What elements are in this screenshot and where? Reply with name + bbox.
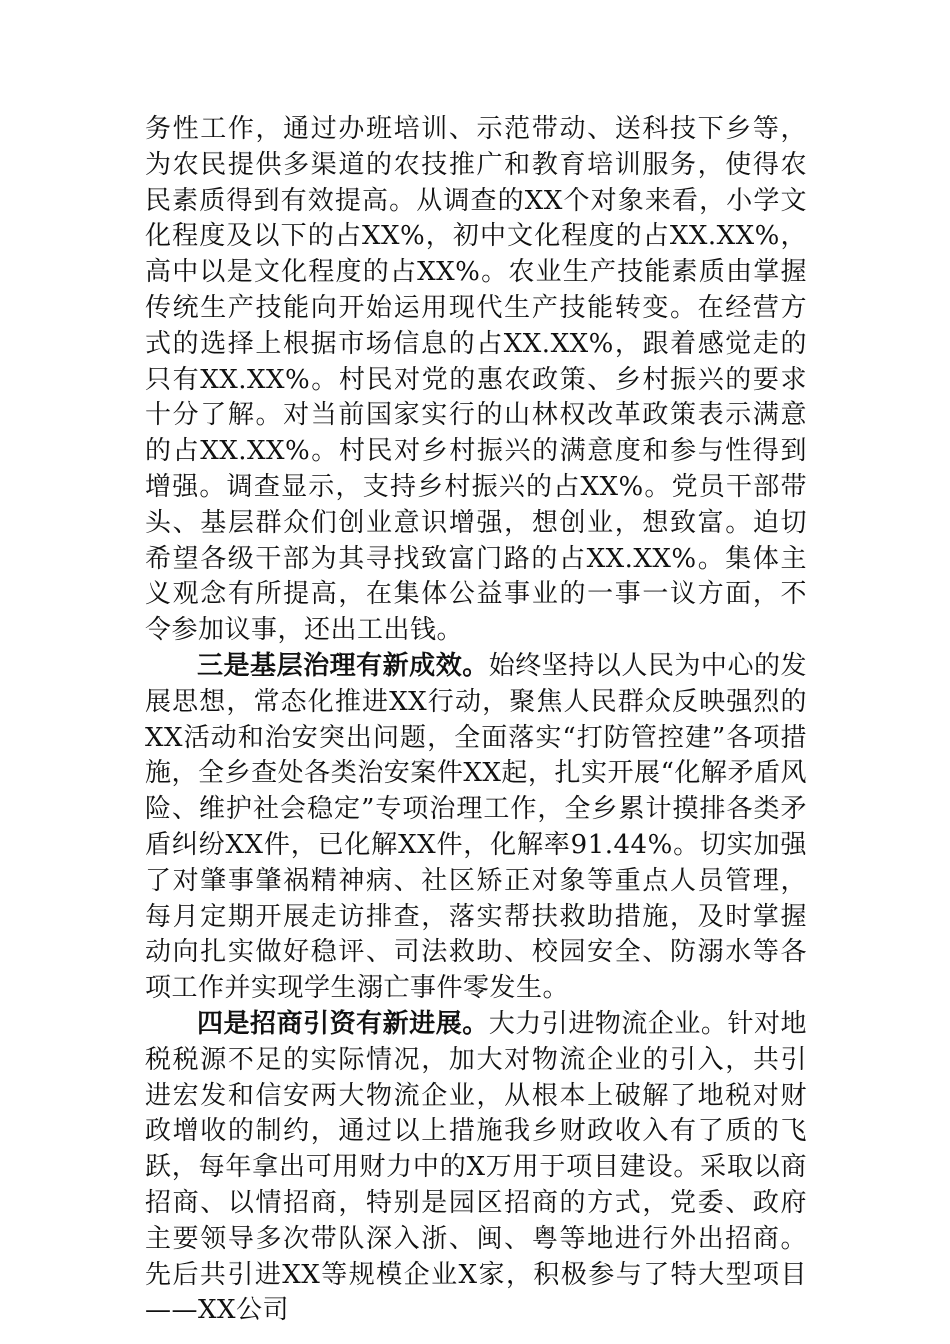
paragraph-governance [145, 649, 807, 1007]
paragraph-body: 务性工作，通过办班培训、示范带动、送科技下乡等，为农民提供多渠道的农技推广和教育培训服务，使得农民素质得到有效提高。从调查的XX个对象来看，小学文化程度及以下的占XX%，初中文化程度的占XX.XX%，高中以是文化程度的占XX%。农业生产技能素质由掌握传统生产技能向开始运用现代生产技能转变。在经营方式的选择上根据市场信息的占XX.XX%，跟着感觉走的只有XX.XX%。村民对党的惠农政策、乡村振兴的要求十分了解。对当前国家实行的山林权改革政策表示满意的占XX.XX%。村民对乡村振兴的满意度和参与性得到增强。调查显示，支持乡村振兴的占XX%。党员干部带头、基层群众们创业意识增强，想创业，想致富。迫切希望各级干部为其寻找致富门路的占XX.XX%。集体主义观念有所提高，在集体公益事业的一事一议方面，不令参加议事，还出工出钱。 [145, 114, 807, 646]
document-page [145, 112, 807, 1329]
paragraph-investment [145, 1007, 807, 1329]
paragraph-body: 大力引进物流企业。针对地税税源不足的实际情况，加大对物流企业的引入，共引进宏发和信安两大物流企业，从根本上破解了地税对财政增收的制约，通过以上措施我乡财政收入有了质的飞跃，每年拿出可用财力中的X万用于项目建设。采取以商招商、以情招商，特别是园区招商的方式，党委、政府主要领导多次带队深入浙、闽、粤等地进行外出招商。先后共引进XX等规模企业X家，积极参与了特大型项目——XX公司 [145, 1008, 807, 1326]
paragraph-heading: 四是招商引资有新进展。 [197, 1008, 489, 1039]
paragraph-heading: 三是基层治理有新成效。 [197, 650, 489, 681]
paragraph-body: 始终坚持以人民为中心的发展思想，常态化推进XX行动，聚焦人民群众反映强烈的XX活动和治安突出问题，全面落实“打防管控建”各项措施，全乡查处各类治安案件XX起，扎实开展“化解矛盾风险、维护社会稳定”专项治理工作，全乡累计摸排各类矛盾纠纷XX件，已化解XX件，化解率91.44%。切实加强了对肇事肇祸精神病、社区矫正对象等重点人员管理，每月定期开展走访排查，落实帮扶救助措施，及时掌握动向扎实做好稳评、司法救助、校园安全、防溺水等各项工作并实现学生溺亡事件零发生。 [145, 650, 807, 1004]
paragraph-continued [145, 112, 807, 649]
